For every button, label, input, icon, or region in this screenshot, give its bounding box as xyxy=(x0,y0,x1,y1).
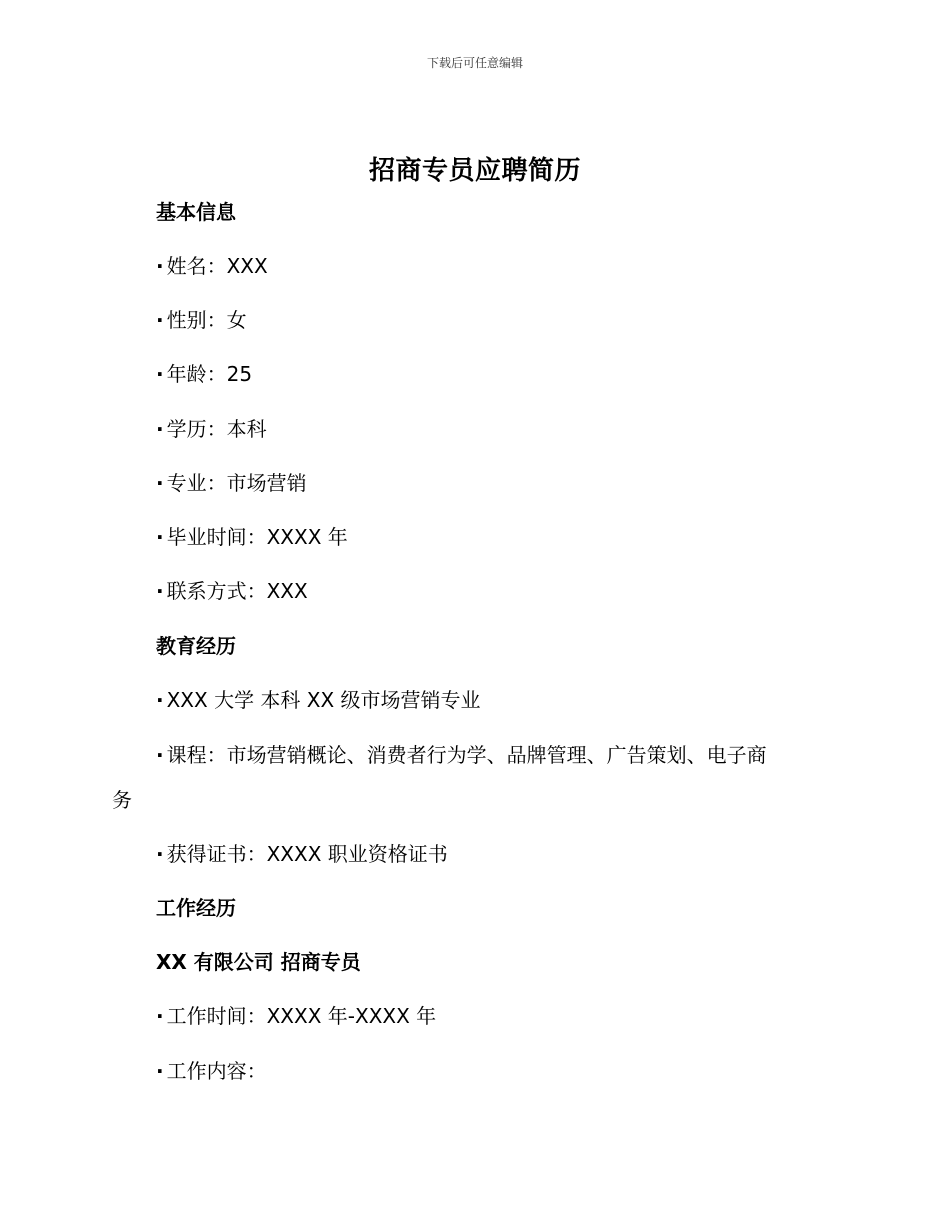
list-item-courses: · 课程：市场营销概论、消费者行为学、品牌管理、广告策划、电子商 xyxy=(156,741,767,769)
list-item-university: · XXX 大学 本科 XX 级市场营销专业 xyxy=(156,686,481,714)
list-item-name: · 姓名：XXX xyxy=(156,252,268,280)
list-item-work-content: · 工作内容： xyxy=(156,1057,267,1085)
list-item-major: · 专业：市场营销 xyxy=(156,469,307,497)
header-note: 下载后可任意编辑 xyxy=(426,56,523,70)
list-item-courses-continuation: 务 xyxy=(112,788,132,812)
list-item-work-time: · 工作时间：XXXX 年-XXXX 年 xyxy=(156,1002,436,1030)
document-title: 招商专员应聘简历 xyxy=(368,156,581,186)
section-heading-work: 工作经历 xyxy=(156,896,236,920)
list-item-certificate: · 获得证书：XXXX 职业资格证书 xyxy=(156,840,448,868)
list-item-graduation-time: · 毕业时间：XXXX 年 xyxy=(156,523,348,551)
list-item-education-level: · 学历：本科 xyxy=(156,415,267,443)
section-heading-basic-info: 基本信息 xyxy=(156,200,236,224)
list-item-contact: · 联系方式：XXX xyxy=(156,577,308,605)
company-position-line: XX 有限公司 招商专员 xyxy=(156,950,361,974)
section-heading-education: 教育经历 xyxy=(156,634,236,658)
list-item-age: · 年龄：25 xyxy=(156,360,252,388)
list-item-gender: · 性别：女 xyxy=(156,306,247,334)
